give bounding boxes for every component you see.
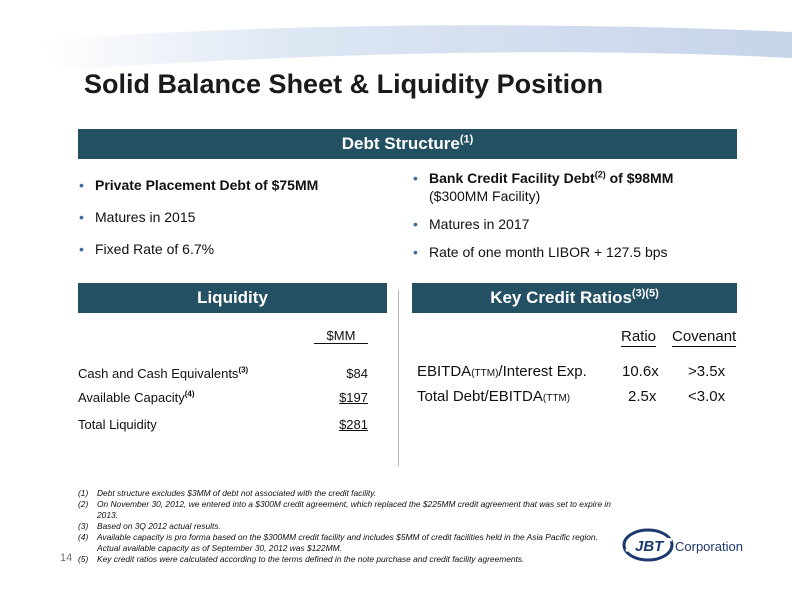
logo-mark: JBT	[635, 538, 664, 555]
interest-label-b: /Interest Exp.	[498, 363, 587, 380]
footnote	[78, 488, 618, 499]
footnote	[78, 521, 618, 532]
ratio-col-header: Ratio	[621, 328, 657, 345]
interest-label-a: EBITDA	[417, 363, 472, 380]
fixed-rate-text: Fixed Rate of 6.7%	[95, 241, 215, 257]
capacity-note: (4)	[184, 389, 195, 399]
key-credit-ratios-header	[412, 283, 737, 313]
total-label: Total Liquidity	[78, 417, 157, 432]
footnote-text: Debt structure excludes $3MM of debt not associated with the credit facility.	[97, 488, 377, 498]
leverage-label-a: Total Debt/EBITDA	[417, 388, 543, 405]
kcr-note: (3)(5)	[631, 287, 659, 300]
page-number: 14	[60, 552, 73, 564]
cash-value: $84	[346, 366, 368, 381]
leverage-label-ttm: (TTM)	[542, 393, 571, 404]
covenant-col-header: Covenant	[672, 328, 737, 345]
liquidity-title: Liquidity	[197, 288, 268, 307]
footnote-number: (1)	[78, 488, 89, 498]
capacity-label: Available Capacity	[78, 390, 185, 405]
private-placement-text: Private Placement Debt of $75MM	[95, 177, 319, 193]
leverage-ratio: 2.5x	[628, 388, 657, 405]
liquidity-row-cash	[78, 366, 248, 381]
liquidity-col-header: $MM	[314, 328, 368, 344]
leverage-covenant: <3.0x	[688, 388, 726, 405]
matures-2017-text: Matures in 2017	[429, 216, 530, 232]
matures-2015-text: Matures in 2015	[95, 209, 196, 225]
list-item	[78, 240, 388, 258]
interest-ratio: 10.6x	[622, 363, 659, 380]
list-item	[412, 243, 742, 261]
list-item	[78, 208, 388, 226]
debt-left-list	[78, 176, 388, 270]
debt-structure-title: Debt Structure	[341, 134, 460, 153]
debt-right-list	[412, 169, 742, 273]
list-item	[412, 215, 742, 233]
bank-credit-text: Bank Credit Facility Debt	[429, 170, 595, 186]
footnote-number: (3)	[78, 521, 89, 531]
footnote-text: Based on 3Q 2012 actual results.	[97, 521, 221, 531]
kcr-row-interest	[417, 363, 587, 380]
liquidity-header	[78, 283, 387, 313]
cash-label: Cash and Cash Equivalents	[78, 366, 239, 381]
debt-structure-header	[78, 129, 737, 159]
footnote	[78, 532, 618, 554]
interest-label-ttm: (TTM)	[471, 368, 499, 379]
libor-rate-text: Rate of one month LIBOR + 127.5 bps	[429, 244, 668, 260]
debt-structure-note: (1)	[459, 133, 474, 146]
page-title: Solid Balance Sheet & Liquidity Position	[84, 69, 604, 99]
footnotes	[78, 488, 618, 565]
footnote-text: Available capacity is pro forma based on the $300MM credit facility and includes $5MM of credit facilities held in the Asia Pacific region. Actual available capacity as of September 30, 2012 was $122MM.	[97, 532, 598, 553]
footnote-number: (5)	[78, 554, 89, 564]
cash-note: (3)	[238, 365, 249, 375]
facility-size-text: ($300MM Facility)	[429, 188, 541, 204]
footnote-number: (2)	[78, 499, 89, 509]
footnote	[78, 554, 618, 565]
logo-text: Corporation	[675, 539, 743, 554]
bank-credit-amount: of $98MM	[605, 170, 674, 186]
footnote-number: (4)	[78, 532, 89, 542]
kcr-title: Key Credit Ratios	[490, 288, 632, 307]
interest-covenant: >3.5x	[688, 363, 726, 380]
capacity-amount: $197	[339, 390, 368, 405]
total-value	[318, 417, 368, 432]
list-item	[78, 176, 388, 194]
footnote	[78, 499, 618, 521]
list-item	[412, 169, 742, 205]
kcr-row-leverage	[417, 388, 570, 405]
footnote-text: On November 30, 2012, we entered into a $300M credit agreement, which replaced the $225MM credit agreement that was set to expire in 2013.	[97, 499, 611, 520]
bank-credit-note: (2)	[594, 169, 606, 180]
footnote-text: Key credit ratios were calculated according to the terms defined in the note purchase and credit facility agreements.	[97, 554, 525, 564]
total-amount: $281	[339, 417, 368, 432]
capacity-value	[318, 390, 368, 405]
section-divider	[398, 290, 399, 466]
liquidity-row-total	[78, 417, 157, 432]
liquidity-row-capacity	[78, 390, 195, 405]
